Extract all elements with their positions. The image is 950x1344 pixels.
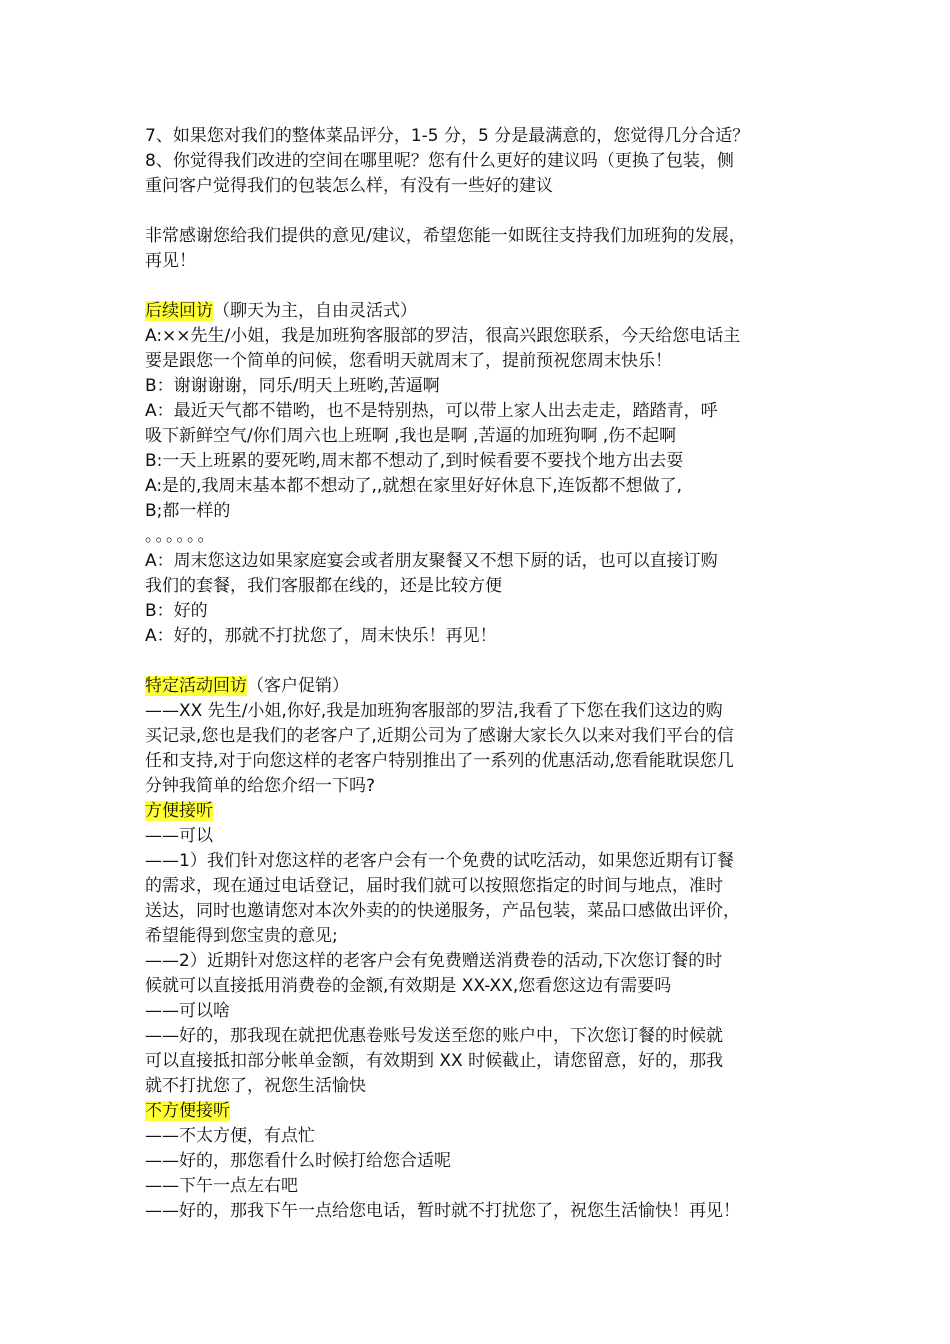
followup-line: A:是的,我周末基本都不想动了,,就想在家里好好休息下,连饭都不想做了,: [145, 476, 683, 496]
paragraph-gap: [145, 649, 817, 674]
convenient-line: ——2）近期针对您这样的老客户会有免费赠送消费卷的活动,下次您订餐的时: [145, 951, 723, 971]
inconvenient-line: ——下午一点左右吧: [145, 1176, 298, 1196]
followup-line: B：谢谢谢谢，同乐/明天上班哟,苦逼啊: [145, 376, 440, 396]
followup-heading: 后续回访: [145, 301, 213, 321]
followup-line: 我们的套餐，我们客服都在线的，还是比较方便: [145, 576, 502, 596]
convenient-line: ——可以: [145, 826, 213, 846]
followup-line: B;都一样的: [145, 501, 231, 521]
inconvenient-line: ——不太方便，有点忙: [145, 1126, 315, 1146]
followup-line: B:一天上班累的要死哟,周末都不想动了,到时候看要不要找个地方出去耍: [145, 451, 684, 471]
followup-ellipsis: 。。。。。。: [145, 526, 217, 546]
special-intro-line: ——XX 先生/小姐,你好,我是加班狗客服部的罗洁,我看了下您在我们这边的购: [145, 701, 723, 721]
survey-question-7: 7、如果您对我们的整体菜品评分，1-5 分，5 分是最满意的，您觉得几分合适？: [145, 126, 750, 146]
convenient-line: ——可以啥: [145, 1001, 230, 1021]
convenient-line: 就不打扰您了，祝您生活愉快: [145, 1076, 366, 1096]
convenient-heading-line: [145, 799, 817, 824]
followup-heading-note: （聊天为主，自由灵活式）: [213, 301, 417, 321]
convenient-line: 可以直接抵扣部分帐单金额，有效期到 XX 时候截止，请您留意，好的，那我: [145, 1051, 724, 1071]
followup-line: 要是跟您一个简单的问候，您看明天就周末了，提前预祝您周末快乐！: [145, 351, 672, 371]
survey-question-8-line-2: 重问客户觉得我们的包装怎么样，有没有一些好的建议: [145, 176, 553, 196]
special-heading-note: （客户促销）: [247, 676, 349, 696]
paragraph-gap: [145, 199, 817, 224]
convenient-line: ——1）我们针对您这样的老客户会有一个免费的试吃活动，如果您近期有订餐: [145, 851, 734, 871]
inconvenient-heading: 不方便接听: [145, 1101, 230, 1121]
special-heading-line: [145, 674, 817, 699]
convenient-heading: 方便接听: [145, 801, 213, 821]
special-intro-line: 分钟我简单的给您介绍一下吗?: [145, 776, 376, 796]
special-intro-line: 买记录,您也是我们的老客户了,近期公司为了感谢大家长久以来对我们平台的信: [145, 726, 734, 746]
convenient-line: 的需求，现在通过电话登记，届时我们就可以按照您指定的时间与地点，准时: [145, 876, 723, 896]
followup-line: A：周末您这边如果家庭宴会或者朋友聚餐又不想下厨的话，也可以直接订购: [145, 551, 718, 571]
convenient-line: 候就可以直接抵用消费卷的金额,有效期是 XX-XX,您看您这边有需要吗: [145, 976, 672, 996]
followup-line: B：好的: [145, 601, 208, 621]
inconvenient-heading-line: [145, 1099, 817, 1124]
inconvenient-line: ——好的，那我下午一点给您电话，暂时就不打扰您了，祝您生活愉快！再见！: [145, 1201, 740, 1221]
convenient-line: 送达，同时也邀请您对本次外卖的的快递服务，产品包装，菜品口感做出评价，: [145, 901, 740, 921]
inconvenient-line: ——好的，那您看什么时候打给您合适呢: [145, 1151, 451, 1171]
special-heading: 特定活动回访: [145, 676, 247, 696]
special-intro-line: 任和支持,对于向您这样的老客户特别推出了一系列的优惠活动,您看能耽误您几: [145, 751, 734, 771]
followup-line: A:××先生/小姐，我是加班狗客服部的罗洁，很高兴跟您联系，今天给您电话主: [145, 326, 741, 346]
followup-line: A：最近天气都不错哟，也不是特别热，可以带上家人出去走走，踏踏青，呼: [145, 401, 718, 421]
followup-line: 吸下新鲜空气/你们周六也上班啊 ,我也是啊 ,苦逼的加班狗啊 ,伤不起啊: [145, 426, 677, 446]
survey-thanks-line-2: 再见！: [145, 251, 196, 271]
paragraph-gap: [145, 274, 817, 299]
convenient-line: ——好的，那我现在就把优惠卷账号发送至您的账户中，下次您订餐的时候就: [145, 1026, 723, 1046]
convenient-line: 希望能得到您宝贵的意见;: [145, 926, 338, 946]
survey-question-8-line-1: 8、你觉得我们改进的空间在哪里呢？您有什么更好的建议吗（更换了包装，侧: [145, 151, 734, 171]
survey-thanks-line-1: 非常感谢您给我们提供的意见/建议，希望您能一如既往支持我们加班狗的发展，: [145, 226, 746, 246]
followup-line: A：好的，那就不打扰您了，周末快乐！再见！: [145, 626, 497, 646]
followup-heading-line: [145, 299, 817, 324]
document-page: [145, 124, 817, 1224]
